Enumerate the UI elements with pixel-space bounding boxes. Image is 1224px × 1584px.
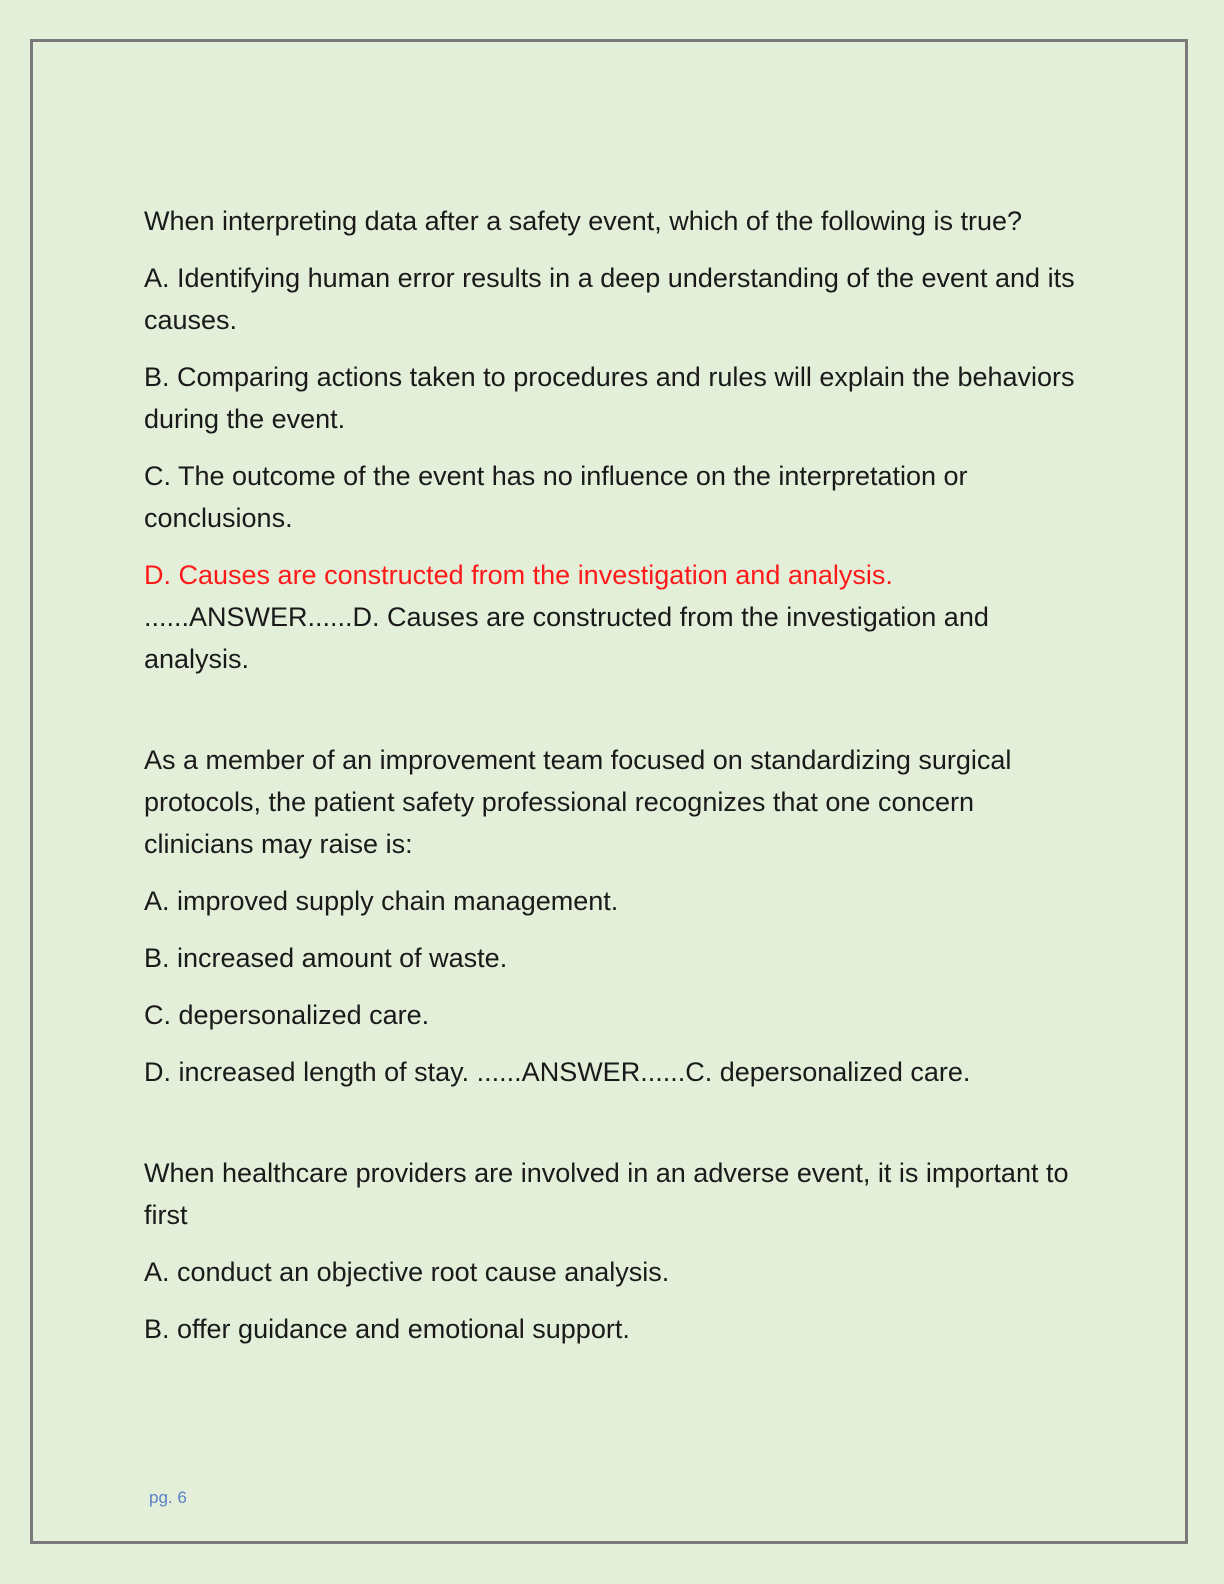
option-c: C. depersonalized care. xyxy=(144,1000,430,1030)
question-block-2 xyxy=(144,739,1084,1093)
block-spacer xyxy=(144,695,1084,739)
option-a: A. Identifying human error results in a deep understanding of the event and its causes. xyxy=(144,263,1075,335)
option-d-with-answer: D. increased length of stay. ......ANSWER......C. depersonalized care. xyxy=(144,1057,971,1087)
page-number: pg. 6 xyxy=(149,1488,187,1507)
block-spacer xyxy=(144,1108,1084,1152)
option-c: C. The outcome of the event has no influence on the interpretation or conclusions. xyxy=(144,461,968,533)
option-a: A. conduct an objective root cause analysis. xyxy=(144,1257,670,1287)
answer-line: ......ANSWER......D. Causes are constructed from the investigation and analysis. xyxy=(144,602,989,674)
option-b: B. Comparing actions taken to procedures and rules will explain the behaviors during the event. xyxy=(144,362,1075,434)
option-b: B. increased amount of waste. xyxy=(144,943,508,973)
document-body xyxy=(144,200,1084,1365)
question-block-3 xyxy=(144,1152,1084,1350)
option-d-highlighted: D. Causes are constructed from the investigation and analysis. xyxy=(144,560,893,590)
question-block-1 xyxy=(144,200,1084,680)
option-a: A. improved supply chain management. xyxy=(144,886,619,916)
option-b: B. offer guidance and emotional support. xyxy=(144,1314,630,1344)
question-text: When healthcare providers are involved in an adverse event, it is important to first xyxy=(144,1158,1069,1230)
question-text: When interpreting data after a safety event, which of the following is true? xyxy=(144,206,1022,236)
question-text: As a member of an improvement team focused on standardizing surgical protocols, the patient safety professional recognizes that one concern clinicians may raise is: xyxy=(144,745,1012,859)
